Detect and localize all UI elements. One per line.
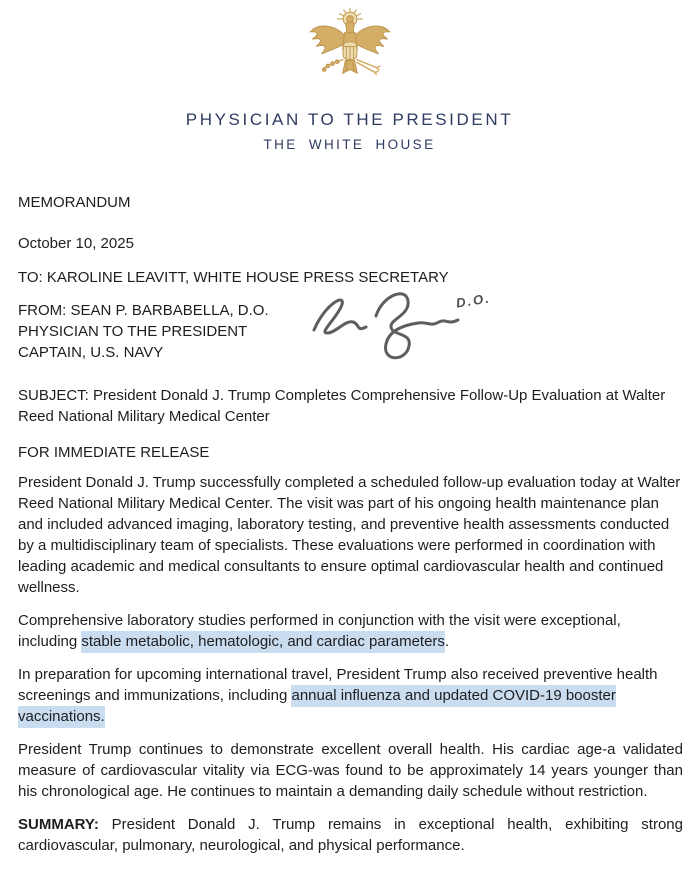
from-block (18, 290, 683, 363)
highlighted-text: annual influenza and updated COVID-19 booster vaccinations. (18, 685, 616, 728)
body-paragraph (18, 472, 683, 598)
paragraph-text: President Trump continues to demonstrate excellent overall health. His cardiac age-a validated measure of cardiovascular vitality via ECG-was found to be approximately 14 years younger than his chronological age. He continues to maintain a demanding daily schedule without restriction. (18, 741, 683, 800)
memorandum-label: MEMORANDUM (18, 194, 131, 211)
to-line: TO: KAROLINE LEAVITT, WHITE HOUSE PRESS SECRETARY (18, 269, 449, 286)
subject-line: SUBJECT: President Donald J. Trump Completes Comprehensive Follow-Up Evaluation at Walter Reed National Military Medical Center (18, 387, 666, 425)
from-rank-line: CAPTAIN, U.S. NAVY (18, 344, 164, 361)
paragraph-text: President Donald J. Trump remains in exceptional health, exhibiting strong cardiovascular, pulmonary, neurological, and physical performance. (18, 816, 683, 854)
paragraph-text: In preparation for upcoming international travel, President Trump also received preventive health screenings and immunizations, including (18, 666, 658, 704)
highlighted-text: stable metabolic, hematologic, and cardiac parameters (81, 631, 445, 653)
letterhead-title: PHYSICIAN TO THE PRESIDENT (185, 110, 514, 129)
body-paragraph (18, 814, 683, 856)
signature-do-annotation: D.O. (455, 290, 492, 311)
body-paragraph (18, 610, 683, 652)
presidential-seal-icon (304, 7, 396, 99)
paragraph-text: Comprehensive laboratory studies performed in conjunction with the visit were exceptional, including (18, 612, 621, 650)
memo-body (18, 472, 683, 856)
paragraph-text: . (444, 633, 450, 650)
memo-content (0, 192, 699, 856)
date-line: October 10, 2025 (18, 235, 134, 252)
body-paragraph (18, 739, 683, 802)
paragraph-text: President Donald J. Trump successfully completed a scheduled follow-up evaluation today at Walter Reed National Military Medical Center. The visit was part of his ongoing health maintenance plan and included advanced imaging, laboratory testing, and preventive health assessments conducted by a multidisciplinary team of specialists. These evaluations were performed in coordination with leading academic and medical consultants to ensure optimal cardiovascular health and continued wellness. (18, 474, 681, 596)
from-title-line: PHYSICIAN TO THE PRESIDENT (18, 323, 248, 340)
release-line: FOR IMMEDIATE RELEASE (18, 444, 210, 461)
letterhead-subtitle: THE WHITE HOUSE (263, 137, 436, 152)
paragraph-bold-prefix: SUMMARY: (18, 816, 99, 833)
from-line: FROM: SEAN P. BARBABELLA, D.O. (18, 302, 269, 319)
body-paragraph (18, 664, 683, 727)
